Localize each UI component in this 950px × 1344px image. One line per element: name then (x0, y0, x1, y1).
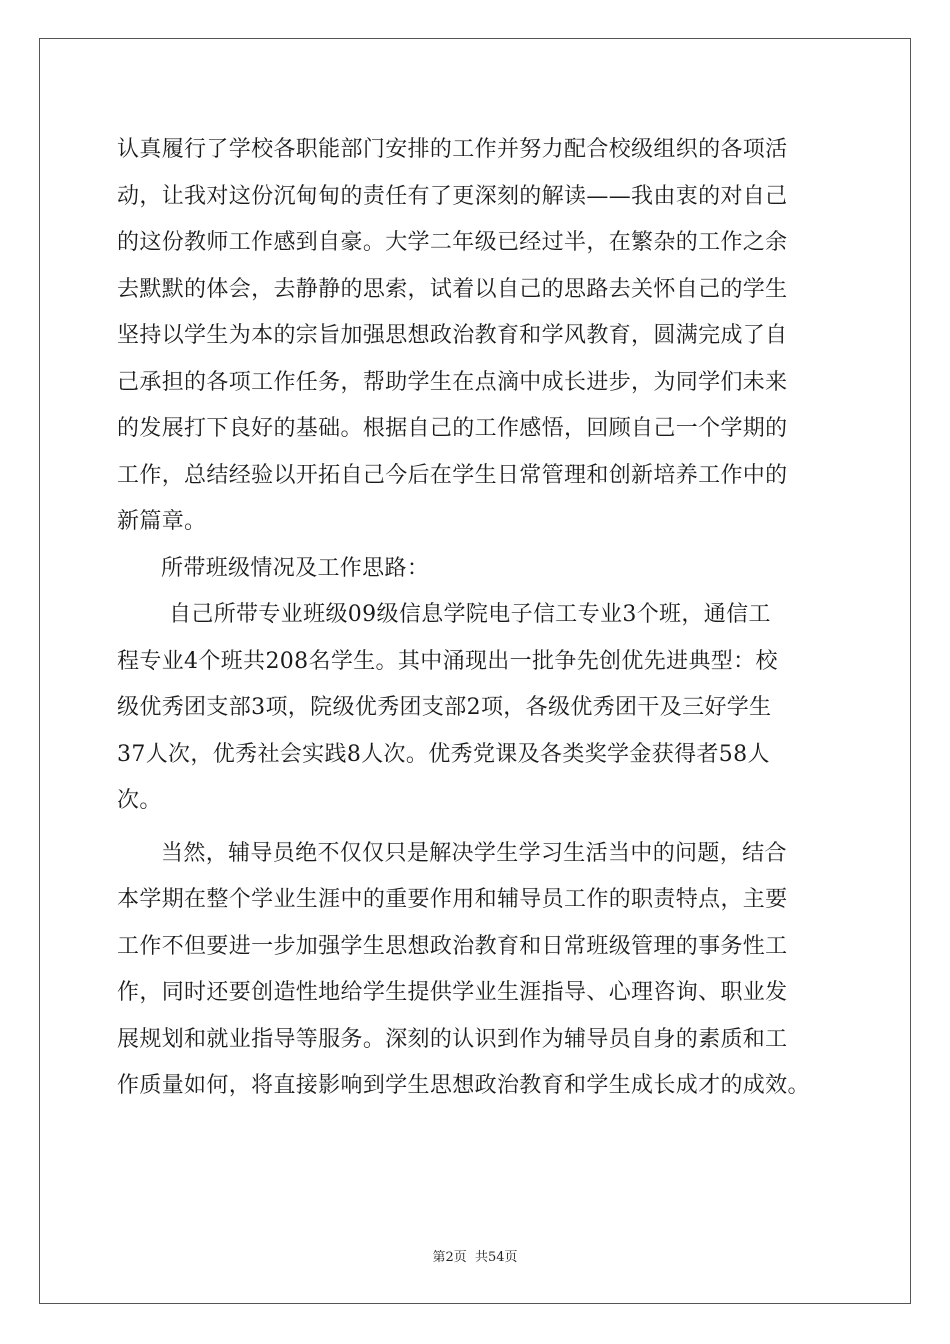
text-line: 的这份教师工作感到自豪。大学二年级已经过半，在繁杂的工作之余 (117, 230, 788, 255)
text-line: 作质量如何，将直接影响到学生思想政治教育和学生成长成才的成效。 (117, 1073, 810, 1098)
text-line: 当然，辅导员绝不仅仅只是解决学生学习生活当中的问题，结合 (161, 840, 787, 866)
text-line: 本学期在整个学业生涯中的重要作用和辅导员工作的职责特点，主要 (117, 887, 788, 912)
text-line: 新篇章。 (117, 509, 207, 534)
page-total: 共54页 (474, 1250, 518, 1265)
document-body (117, 127, 837, 1110)
text-line: 认真履行了学校各职能部门安排的工作并努力配合校级组织的各项活 (117, 137, 788, 162)
paragraph-class-info (117, 592, 837, 825)
text-line: 作，同时还要创造性地给学生提供学业生涯指导、心理咨询、职业发 (117, 980, 788, 1005)
page-number: 第2页 (432, 1250, 467, 1265)
text-line: 去默默的体会，去静静的思索，试着以自己的思路去关怀自己的学生 (117, 276, 788, 302)
text-line: 展规划和就业指导等服务。深刻的认识到作为辅导员自身的素质和工 (117, 1026, 788, 1052)
paragraph-counselor-role (117, 831, 837, 1110)
text-line: 的发展打下良好的基础。根据自己的工作感悟，回顾自己一个学期的 (117, 416, 788, 441)
text-line: 自己所带专业班级09级信息学院电子信工专业3个班，通信工 (169, 602, 771, 627)
text-line: 程专业4个班共208名学生。其中涌现出一批争先创优先进典型：校 (117, 648, 778, 674)
page-footer (0, 1246, 950, 1265)
text-line: 所带班级情况及工作思路： (161, 555, 430, 581)
text-line: 坚持以学生为本的宗旨加强思想政治教育和学风教育，圆满完成了自 (117, 323, 788, 348)
text-line: 己承担的各项工作任务，帮助学生在点滴中成长进步，为同学们未来 (117, 369, 788, 395)
paragraph-1 (117, 127, 837, 546)
text-line: 37人次，优秀社会实践8人次。优秀党课及各类奖学金获得者58人 (117, 741, 770, 767)
text-line: 次。 (117, 788, 162, 813)
section-heading (117, 546, 837, 593)
text-line: 工作不但要进一步加强学生思想政治教育和日常班级管理的事务性工 (117, 933, 788, 959)
text-line: 动，让我对这份沉甸甸的责任有了更深刻的解读——我由衷的对自己 (117, 183, 788, 209)
text-line: 工作，总结经验以开拓自己今后在学生日常管理和创新培养工作中的 (117, 462, 788, 488)
text-line: 级优秀团支部3项，院级优秀团支部2项，各级优秀团干及三好学生 (117, 695, 772, 720)
